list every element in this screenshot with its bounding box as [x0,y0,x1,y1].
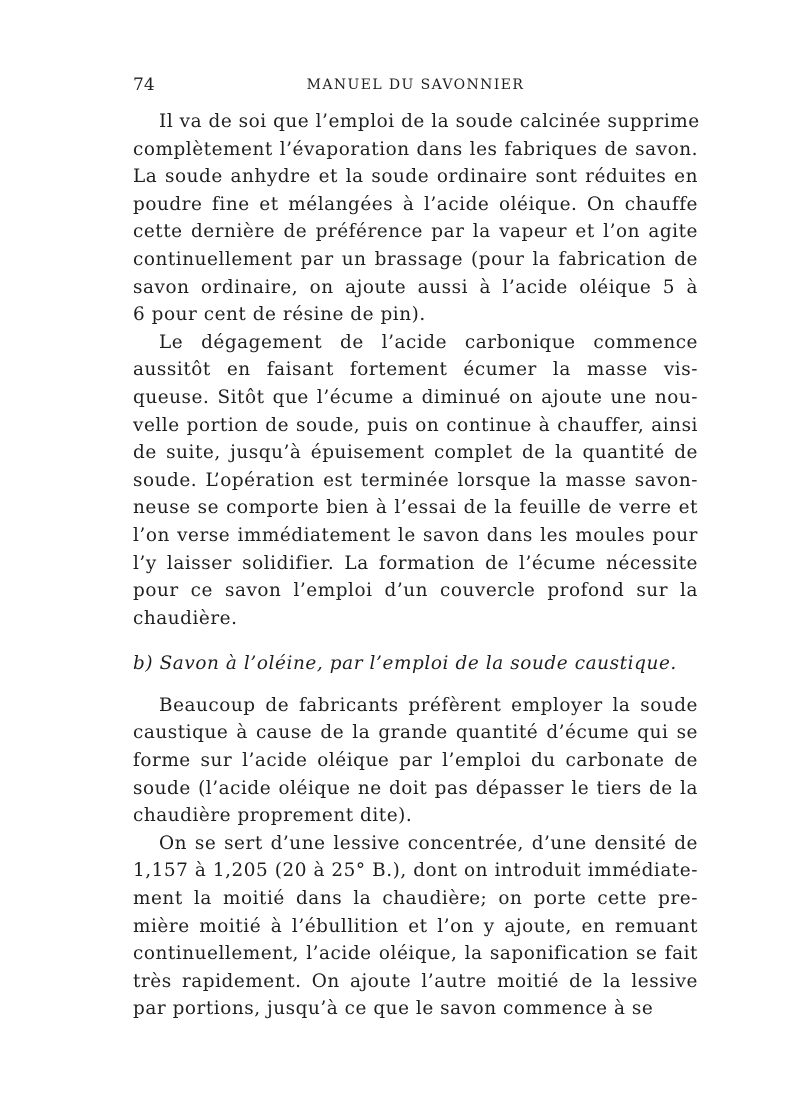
text-line: La soude anhydre et la soude ordinaire sont réduites en [133,166,698,188]
text-line: continuellement par un brassage (pour la fabrication de [133,248,698,270]
paragraphs-after-heading [133,692,698,1023]
running-title: MANUEL DU SAVONNIER [306,77,525,93]
text-line: neuse se comporte bien à l’essai de la feuille de verre et [133,497,698,519]
text-line: poudre fine et mélangées à l’acide oléique. On chauffe [133,193,698,215]
text-line: aussitôt en faisant fortement écumer la masse vis- [133,359,698,381]
page-header [133,75,698,101]
text-line: queuse. Sitôt que l’écume a diminué on ajoute une nou- [133,386,698,408]
text-line: pour ce savon l’emploi d’un couvercle profond sur la [133,580,698,602]
text-line: cette dernière de préférence par la vapeur et l’on agite [133,221,698,243]
text-line: soude. L’opération est terminée lorsque la masse savon- [133,469,698,491]
text-line: l’y laisser solidifier. La formation de l’écume nécessite [133,552,698,574]
text-line: de suite, jusqu’à épuisement complet de la quantité de [133,442,698,464]
text-line: l’on verse immédiatement le savon dans les moules pour [133,524,698,546]
text-line: velle portion de soude, puis on continue à chauffer, ainsi [133,414,698,436]
body-text [133,108,698,1023]
paragraph [133,108,698,329]
paragraph [133,329,698,633]
text-line: soude (l’acide oléique ne doit pas dépasser le tiers de la [133,777,698,799]
text-line: chaudière. [133,607,238,629]
text-line: 1,157 à 1,205 (20 à 25° B.), dont on introduit immédiate- [133,860,698,882]
section-heading: b) Savon à l’oléine, par l’emploi de la soude caustique. [133,653,677,675]
text-line: 6 pour cent de résine de pin). [133,304,426,326]
page-number: 74 [133,75,155,95]
text-line: Beaucoup de fabricants préfèrent employer la soude [159,694,698,716]
text-line: On se sert d’une lessive concentrée, d’une densité de [159,832,698,854]
text-line: par portions, jusqu’à ce que le savon commence à se [133,998,654,1020]
paragraph [133,830,698,1023]
paragraphs-before-heading [133,108,698,632]
text-line: mière moitié à l’ébullition et l’on y ajoute, en remuant [133,915,698,937]
text-line: forme sur l’acide oléique par l’emploi du carbonate de [133,750,698,772]
text-line: caustique à cause de la grande quantité d’écume qui se [133,722,698,744]
text-line: continuellement, l’acide oléique, la saponification se fait [133,943,698,965]
paragraph [133,692,698,830]
text-line: chaudière proprement dite). [133,805,413,827]
text-line: ment la moitié dans la chaudière; on porte cette pre- [133,888,698,910]
text-line: Le dégagement de l’acide carbonique commence [159,331,698,353]
text-line: complètement l’évaporation dans les fabriques de savon. [133,138,698,160]
text-line: Il va de soi que l’emploi de la soude calcinée supprime [159,111,700,132]
text-line: très rapidement. On ajoute l’autre moitié de la lessive [133,970,698,992]
text-line: savon ordinaire, on ajoute aussi à l’acide oléique 5 à [133,276,698,298]
